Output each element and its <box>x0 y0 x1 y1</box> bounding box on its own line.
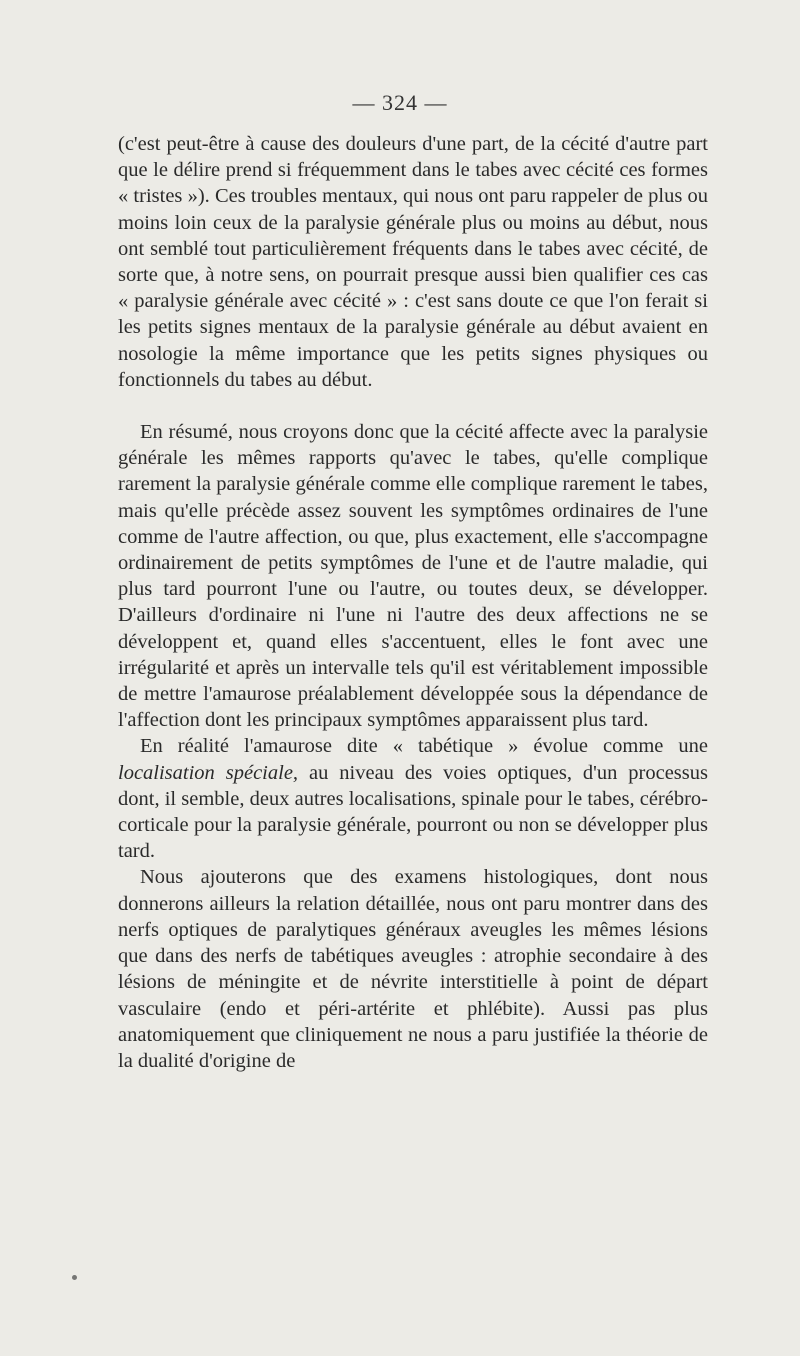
paragraph-reality <box>118 733 708 864</box>
paragraph-histology: Nous ajouterons que des examens histologiques, dont nous donnerons ailleurs la relation détaillée, nous ont paru montrer dans des nerfs optiques de paralytiques généraux aveugles les mêmes lésions que dans des nerfs de tabétiques aveugles : atrophie secondaire à des lésions de méningite et de névrite interstitielle à point de départ vasculaire (endo et péri-artérite et phlébite). Aussi pas plus anatomiquement que cliniquement ne nous a paru justifiée la théorie de la dualité d'origine de <box>118 866 708 1072</box>
paragraph-reality-start: En réalité l'amaurose dite « tabétique » évolue comme une <box>140 735 708 758</box>
page-number: — 324 — <box>352 90 448 115</box>
paragraph-continued: (c'est peut-être à cause des douleurs d'une part, de la cécité d'autre part que le délire prend si fréquemment dans le tabes avec cécité ces formes « tristes »). Ces troubles mentaux, qui nous ont paru rappeler de plus ou moins loin ceux de la paralysie générale plus ou moins au début, nous ont semblé tout particulièrement fréquents dans le tabes avec cécité, de sorte que, à notre sens, on pourrait presque aussi bien qualifier ces cas « paralysie générale avec cécité » : c'est sans doute ce que l'on ferait si les petits signes mentaux de la paralysie générale au début avaient en nosologie la même importance que les petits signes physiques ou fonctionnels du tabes au début. <box>118 133 708 391</box>
body-text <box>118 131 708 1074</box>
emphasis-localisation-speciale: localisation spéciale, <box>118 761 299 784</box>
paragraph-summary: En résumé, nous croyons donc que la cécité affecte avec la paralysie générale les mêmes rapports qu'avec le tabes, qu'elle complique rarement la paralysie générale comme elle complique rarement le tabes, mais qu'elle précède assez souvent les symptômes ordinaires de l'une comme de l'autre affection, ou que, plus exactement, elle s'accompagne ordinairement de petits symptômes de l'une et de l'autre maladie, qui plus tard pourront l'une ou l'autre, ou toutes deux, se développer. D'ailleurs d'ordinaire ni l'une ni l'autre des deux affections ne se développent et, quand elles s'accentuent, elles le font avec une irrégularité et après un intervalle tels qu'il est véritablement impossible de mettre l'amaurose préalablement développée sous la dépendance de l'affection dont les principaux symptômes apparaissent plus tard. <box>118 421 708 732</box>
paper-speck <box>72 1275 77 1280</box>
paragraph-reality-end: au niveau des voies optiques, d'un processus dont, il semble, deux autres localisations, spinale pour le tabes, cérébro-corticale pour la paralysie générale, pourront ou non se développer plus tard. <box>118 761 708 863</box>
